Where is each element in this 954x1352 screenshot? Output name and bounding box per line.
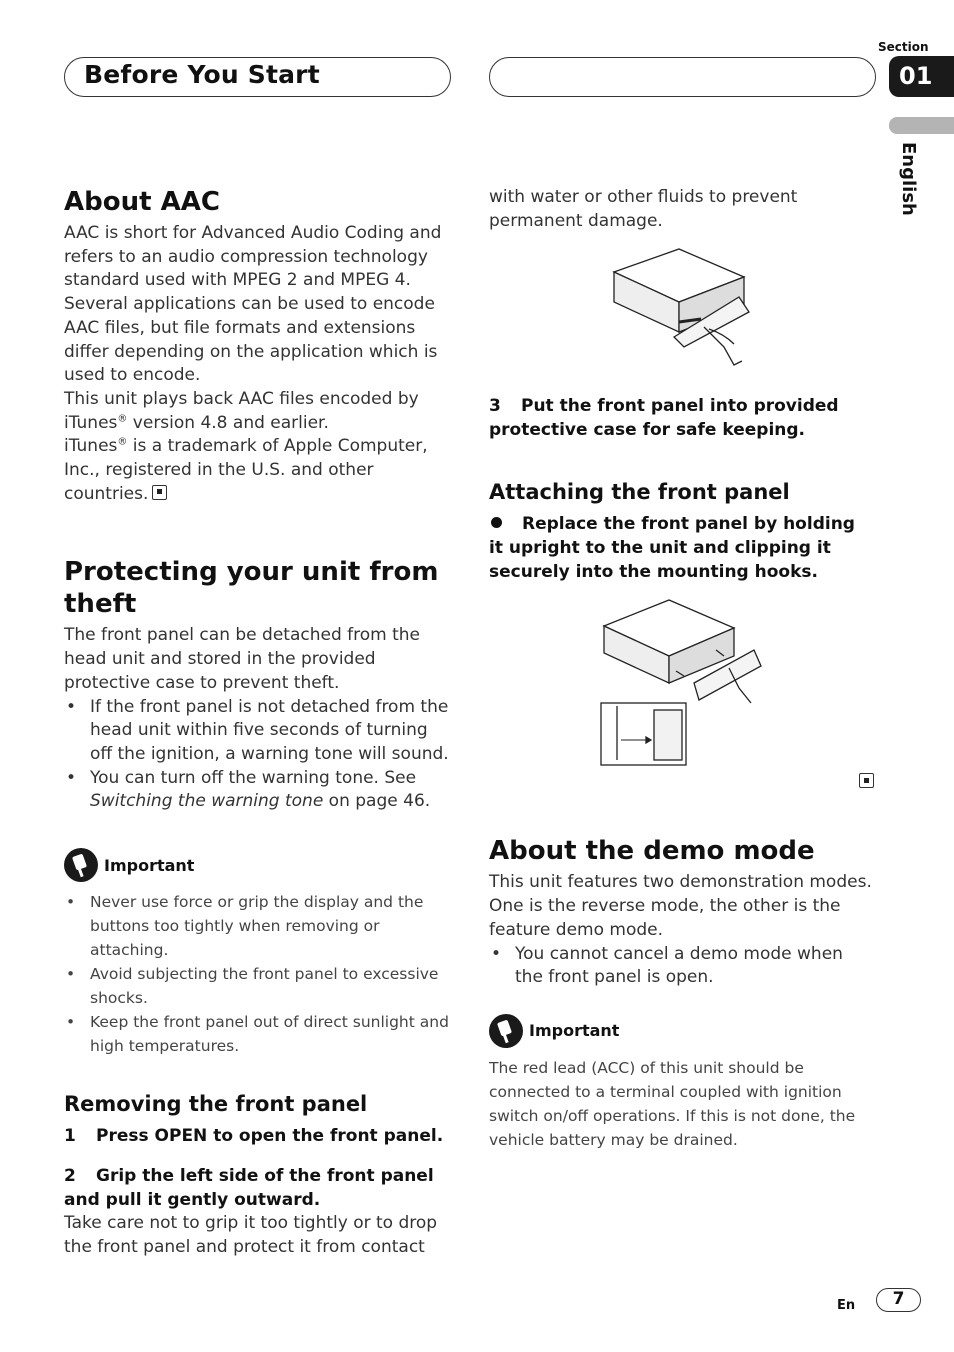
theft-heading: Protecting your unit from theft: [64, 557, 439, 620]
important-text: The red lead (ACC) of this unit should be connected to a terminal coupled with ignition switch on/off operations. If this is not done, the vehicle battery may be drained.: [489, 1058, 856, 1149]
about-aac-itunes-version: [64, 388, 454, 435]
text-span: version 4.8 and earlier.: [127, 412, 329, 433]
page-header-title: Before You Start: [84, 60, 320, 89]
important-right-section: [489, 1014, 874, 1152]
attaching-step: [489, 512, 874, 584]
about-aac-section: [64, 186, 454, 506]
attaching-heading: Attaching the front panel: [489, 480, 790, 505]
important-bullets: [64, 890, 454, 1058]
about-aac-heading: About AAC: [64, 187, 220, 217]
left-column: [64, 186, 454, 1259]
attaching-panel-illustration: [599, 598, 769, 768]
text-span: on page 46.: [323, 791, 431, 812]
header-right-frame: [489, 57, 876, 97]
list-item: [64, 767, 454, 814]
theft-bullets: [64, 696, 454, 815]
step-2-note: Take care not to grip it too tightly or to drop the front panel and protect it from contact: [64, 1213, 438, 1257]
about-aac-trademark: [64, 435, 454, 506]
demo-heading: About the demo mode: [489, 836, 815, 867]
text-span: This unit plays back AAC files encoded by iTunes: [64, 388, 419, 433]
section-number-tab: 01: [889, 56, 954, 97]
step-number: 3: [489, 396, 501, 417]
registered-mark: ®: [117, 436, 128, 448]
attaching-end: [489, 772, 874, 791]
attaching-section: [489, 478, 874, 584]
footer-language: En: [837, 1298, 856, 1313]
about-aac-paragraph: AAC is short for Advanced Audio Coding and refers to an audio compression technology standard used with MPEG 2 and MPEG 4. Several applications can be used to encode AAC files, but file formats and extensions differ depending on the application which is used to encode.: [64, 223, 442, 386]
bullet-dot-icon: [491, 517, 502, 528]
cross-reference-link[interactable]: Switching the warning tone: [90, 791, 324, 812]
removing-section: [64, 1090, 454, 1259]
important-icon: [489, 1014, 523, 1048]
step-3: [489, 394, 874, 442]
step-number: 2: [64, 1166, 76, 1187]
important-header: [489, 1014, 874, 1048]
step-text: Replace the front panel by holding it upright to the unit and clipping it securely into the mounting hooks.: [489, 514, 855, 583]
important-left-section: [64, 848, 454, 1058]
important-icon: [64, 848, 98, 882]
list-item: • Avoid subjecting the front panel to excessive shocks.: [64, 962, 454, 1010]
text-span: iTunes: [64, 436, 118, 457]
important-header: [64, 848, 454, 882]
theft-intro: The front panel can be detached from the head unit and stored in the provided protective case to prevent theft.: [64, 625, 421, 693]
list-item: • Keep the front panel out of direct sunlight and high temperatures.: [64, 1010, 454, 1058]
list-item: • You cannot cancel a demo mode when the front panel is open.: [489, 943, 874, 990]
removing-panel-illustration: [609, 247, 759, 372]
language-tab-bar: [889, 117, 954, 134]
text-span: is a trademark of Apple Computer, Inc., registered in the U.S. and other countries.: [64, 436, 428, 504]
step-2: [64, 1164, 454, 1212]
important-label: Important: [104, 855, 195, 875]
step-text: Press OPEN to open the front panel.: [96, 1126, 444, 1147]
demo-intro: This unit features two demonstration modes. One is the reverse mode, the other is the feature demo mode.: [489, 872, 872, 940]
list-item: • If the front panel is not detached from the head unit within five seconds of turning off the ignition, a warning tone will sound.: [64, 696, 454, 767]
step-1: [64, 1124, 454, 1148]
important-label: Important: [529, 1021, 620, 1041]
step-2-note-continued: with water or other fluids to prevent permanent damage.: [489, 187, 798, 231]
end-of-section-icon: [859, 773, 874, 788]
demo-section: [489, 835, 874, 990]
theft-section: [64, 556, 454, 814]
removing-heading: Removing the front panel: [64, 1092, 368, 1117]
section-label: Section: [878, 40, 929, 54]
page-number: 7: [876, 1288, 921, 1312]
text-span: You can turn off the warning tone. See: [90, 767, 417, 788]
demo-bullets: [489, 943, 874, 990]
language-label: English: [898, 142, 919, 216]
end-of-section-icon: [152, 485, 167, 500]
list-item: • Never use force or grip the display and the buttons too tightly when removing or attaching.: [64, 890, 454, 962]
step-text: Grip the left side of the front panel and pull it gently outward.: [64, 1166, 434, 1211]
step-text: Put the front panel into provided protective case for safe keeping.: [489, 396, 839, 441]
right-column: [489, 186, 874, 1152]
step-number: 1: [64, 1126, 76, 1147]
registered-mark: ®: [117, 412, 128, 424]
